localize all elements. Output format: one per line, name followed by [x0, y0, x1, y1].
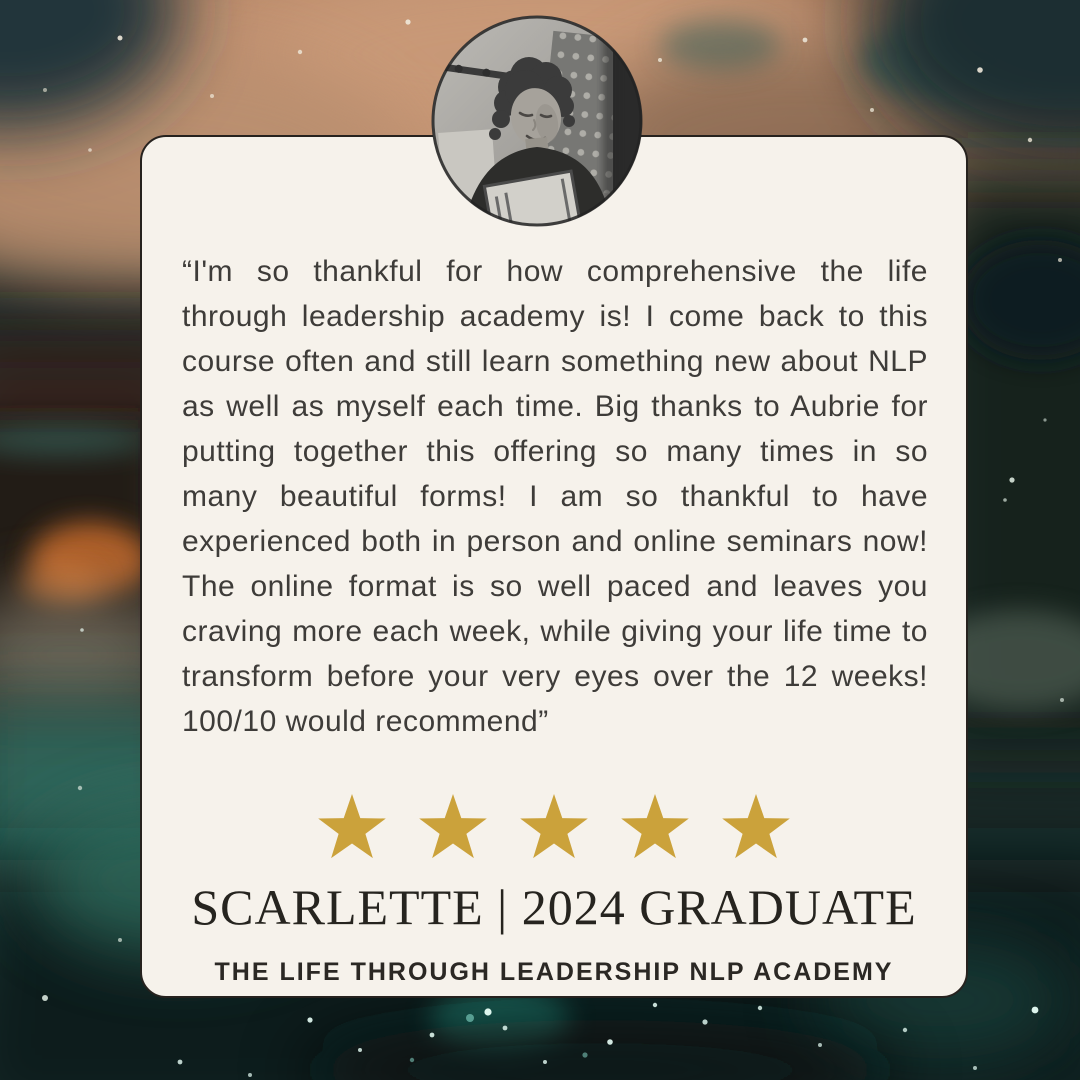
star-icon — [416, 791, 490, 862]
testimonial-card — [140, 135, 968, 998]
star-icon — [719, 791, 793, 862]
organization-name: THE LIFE THROUGH LEADERSHIP NLP ACADEMY — [214, 958, 894, 986]
star-rating — [142, 789, 966, 863]
star-icon — [517, 791, 591, 862]
avatar-photo — [429, 13, 645, 229]
testimonial-quote: “I'm so thankful for how comprehensive the life through leadership academy is! I come back to this course often and still learn something new about NLP as well as myself each time. Big thanks to Aubrie for putting together this offering so many times in so many beautiful forms! I am so thankful to have experienced both in person and online seminars now! The online format is so well paced and leaves you craving more each week, while giving your life time to transform before your very eyes over the 12 weeks! 100/10 would recommend” — [182, 255, 928, 738]
star-icon — [315, 791, 389, 862]
star-icon — [618, 791, 692, 862]
reviewer-name: SCARLETTE | 2024 GRADUATE — [191, 879, 917, 935]
